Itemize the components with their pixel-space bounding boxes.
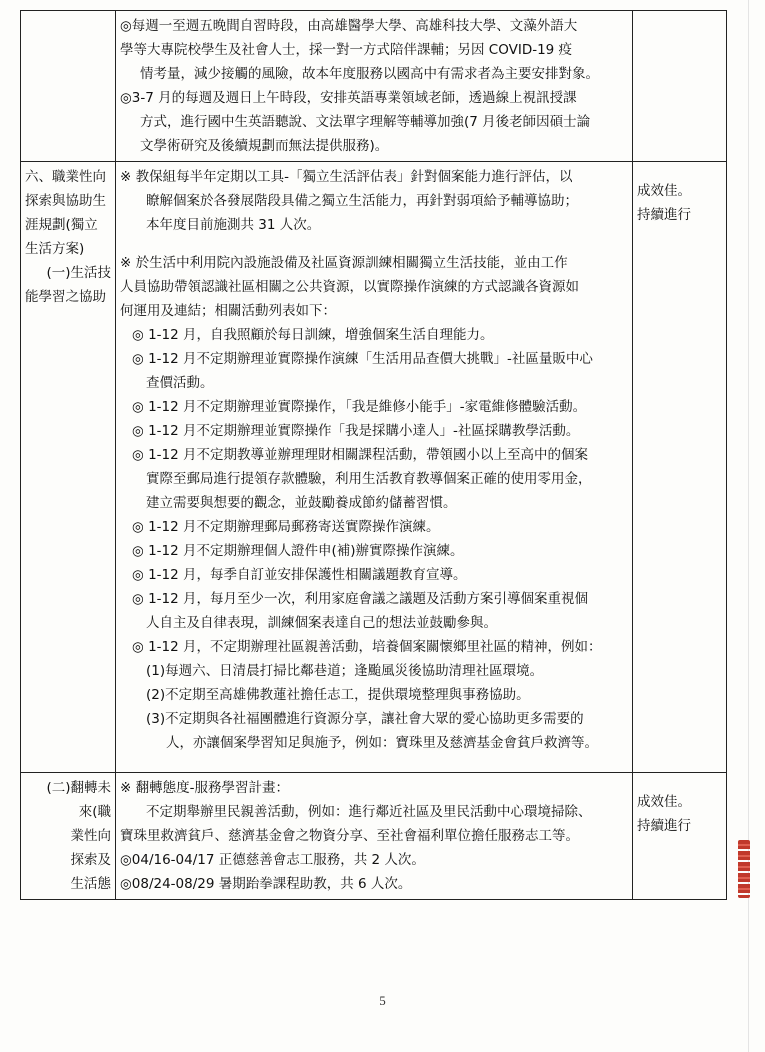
content-line: 人自主及自律表現，訓練個案表達自己的想法並鼓勵參與。 <box>146 615 497 631</box>
content-line: 建立需要與想要的觀念，並鼓勵養成節約儲蓄習慣。 <box>146 495 457 511</box>
result-line: 持續進行 <box>637 818 691 834</box>
category-cell <box>21 773 116 900</box>
table-row <box>21 162 727 773</box>
content-line: 本年度目前施測共 31 人次。 <box>146 217 321 233</box>
content-line: ◎ 1-12 月，自我照顧於每日訓練，增強個案生活自理能力。 <box>132 327 494 343</box>
table-row <box>21 11 727 162</box>
spacer <box>637 776 722 790</box>
result-cell <box>633 773 727 900</box>
result-cell <box>633 162 727 773</box>
content-line: 查價活動。 <box>146 375 214 391</box>
category-cell <box>21 162 116 773</box>
report-table <box>20 10 727 900</box>
result-cell <box>633 11 727 162</box>
category-line: 業性向 <box>70 828 111 844</box>
stamp-mark <box>738 840 750 898</box>
content-line: ※ 教保組每半年定期以工具-「獨立生活評估表」針對個案能力進行評估，以 <box>120 169 573 185</box>
content-line: 文學術研究及後續規劃而無法提供服務)。 <box>140 138 389 154</box>
content-cell <box>116 162 633 773</box>
content-line: ◎ 1-12 月，不定期辦理社區親善活動，培養個案關懷鄉里社區的精神，例如： <box>132 639 602 655</box>
category-line: 生活態 <box>70 876 111 892</box>
content-cell <box>116 11 633 162</box>
category-line: 探索及 <box>70 852 111 868</box>
content-line: ◎ 1-12 月不定期辦理並實際操作，「我是維修小能手」-家電維修體驗活動。 <box>132 399 587 415</box>
category-line: 能學習之協助 <box>25 289 106 305</box>
content-line: ◎ 1-12 月，每月至少一次，利用家庭會議之議題及活動方案引導個案重視個 <box>132 591 588 607</box>
result-line: 成效佳。 <box>637 794 691 810</box>
content-line: 學等大專院校學生及社會人士，採一對一方式陪伴課輔；另因 COVID-19 疫 <box>120 42 573 58</box>
spacer <box>120 237 628 251</box>
content-line: ◎3-7 月的每週及週日上午時段，安排英語專業領域老師，透過線上視訊授課 <box>120 90 577 106</box>
content-line: 瞭解個案於各發展階段具備之獨立生活能力，再針對弱項給予輔導協助； <box>146 193 578 209</box>
category-line: 來(職 <box>78 804 111 820</box>
content-line: 不定期舉辦里民親善活動，例如：進行鄰近社區及里民活動中心環境掃除、 <box>146 804 592 820</box>
content-line: ※ 翻轉態度-服務學習計畫： <box>120 780 289 796</box>
content-line: 方式，進行國中生英語聽說、文法單字理解等輔導加強(7 月後老師因碩士論 <box>140 114 591 130</box>
content-line: 人員協助帶領認識社區相關之公共資源，以實際操作演練的方式認識各資源如 <box>120 279 579 295</box>
content-line: ※ 於生活中利用院內設施設備及社區資源訓練相關獨立生活技能，並由工作 <box>120 255 568 271</box>
table-row <box>21 773 727 900</box>
spacer <box>120 755 628 769</box>
content-line: 實際至郵局進行提領存款體驗，利用生活教育教導個案正確的使用零用金， <box>146 471 592 487</box>
content-line: ◎每週一至週五晚間自習時段，由高雄醫學大學、高雄科技大學、文藻外語大 <box>120 18 578 34</box>
content-line: 人，亦讓個案學習知足與施予，例如：寶珠里及慈濟基金會貧戶救濟等。 <box>166 735 598 751</box>
category-line: 六、職業性向 <box>25 169 106 185</box>
content-line: ◎ 1-12 月，每季自訂並安排保護性相關議題教育宣導。 <box>132 567 467 583</box>
content-line: ◎04/16-04/17 正德慈善會志工服務，共 2 人次。 <box>120 852 425 868</box>
category-line: (一)生活技 <box>46 265 111 281</box>
category-line: 探索與協助生 <box>25 193 106 209</box>
content-line: (2)不定期至高雄佛教蓮社擔任志工，提供環境整理與事務協助。 <box>146 687 530 703</box>
content-line: (3)不定期與各社福團體進行資源分享，讓社會大眾的愛心協助更多需要的 <box>146 711 584 727</box>
content-line: ◎ 1-12 月不定期辦理並實際操作「我是採購小達人」-社區採購教學活動。 <box>132 423 580 439</box>
spacer <box>637 165 722 179</box>
page-number: 5 <box>379 993 386 1008</box>
content-line: 情考量，減少接觸的風險，故本年度服務以國高中有需求者為主要安排對象。 <box>140 66 599 82</box>
content-line: (1)每週六、日清晨打掃比鄰巷道；逢颱風災後協助清理社區環境。 <box>146 663 544 679</box>
content-line: 寶珠里救濟貧戶、慈濟基金會之物資分享、至社會福利單位擔任服務志工等。 <box>120 828 579 844</box>
content-line: ◎ 1-12 月不定期辦理並實際操作演練「生活用品查價大挑戰」-社區量販中心 <box>132 351 593 367</box>
result-line: 持續進行 <box>637 207 691 223</box>
category-line: 生活方案) <box>25 241 85 257</box>
content-line: ◎ 1-12 月不定期辦理個人證件申(補)辦實際操作演練。 <box>132 543 464 559</box>
content-line: 何運用及連結；相關活動列表如下： <box>120 303 336 319</box>
category-cell <box>21 11 116 162</box>
content-line: ◎ 1-12 月不定期辦理郵局郵務寄送實際操作演練。 <box>132 519 440 535</box>
content-cell <box>116 773 633 900</box>
content-line: ◎ 1-12 月不定期教導並辦理理財相關課程活動，帶領國小以上至高中的個案 <box>132 447 588 463</box>
category-line: 涯規劃(獨立 <box>25 217 98 233</box>
content-line: ◎08/24-08/29 暑期跆拳課程助教，共 6 人次。 <box>120 876 412 892</box>
category-line: (二)翻轉未 <box>46 780 111 796</box>
result-line: 成效佳。 <box>637 183 691 199</box>
